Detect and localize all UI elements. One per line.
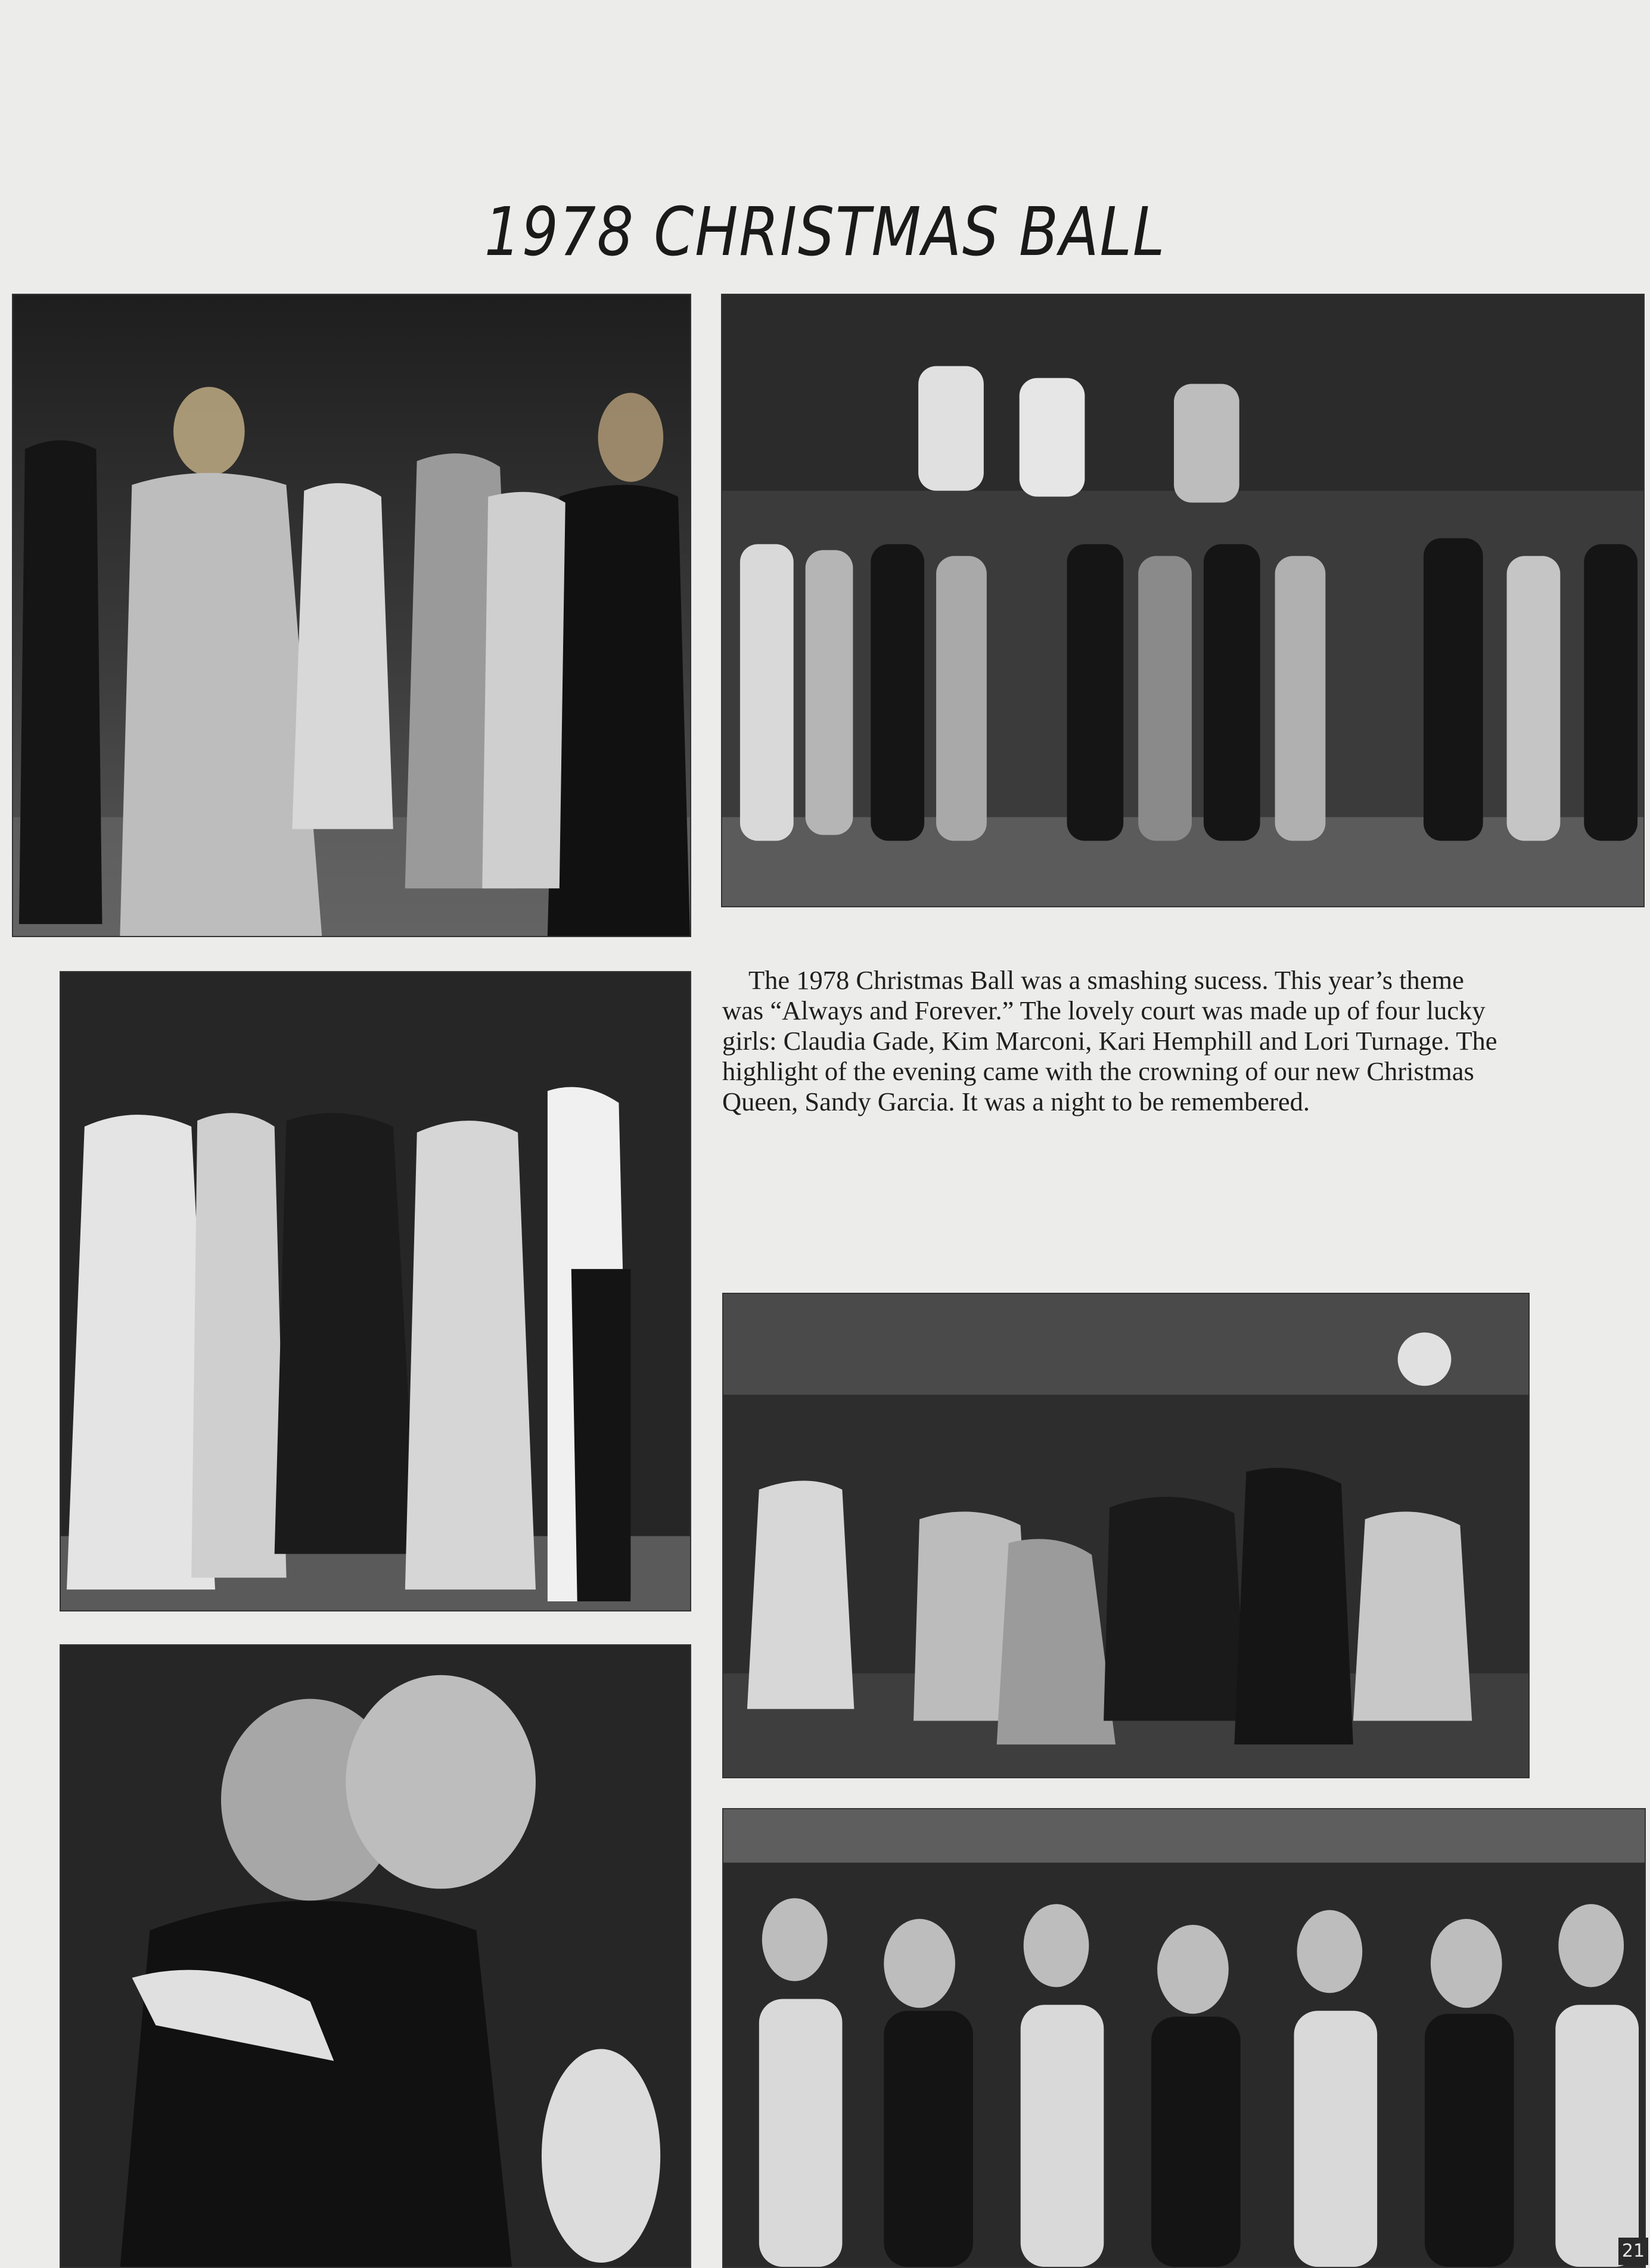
photo-embracing-couple [60,1644,691,2268]
photo-couples-in-line [60,971,691,1611]
photo-tables-and-guests [722,1293,1530,1778]
article-body: The 1978 Christmas Ball was a smashing sucess. This year’s theme was “Always and Forever.” The lovely court was made up of four lucky girls: Claudia Gade, Kim Marconi, Kari Hemphill and Lori Turnage. The highlight of the evening came with the crowning of our new Christmas Queen, Sandy Garcia. It was a night to be remembered. [722,965,1497,1116]
page-number: 21 [1618,2238,1648,2265]
photo-christmas-court [721,294,1645,907]
page-title: 1978 CHRISTMAS BALL [484,194,1166,272]
photo-dancing-couples [12,294,691,937]
photo-crowded-dance-floor [722,1808,1646,2268]
